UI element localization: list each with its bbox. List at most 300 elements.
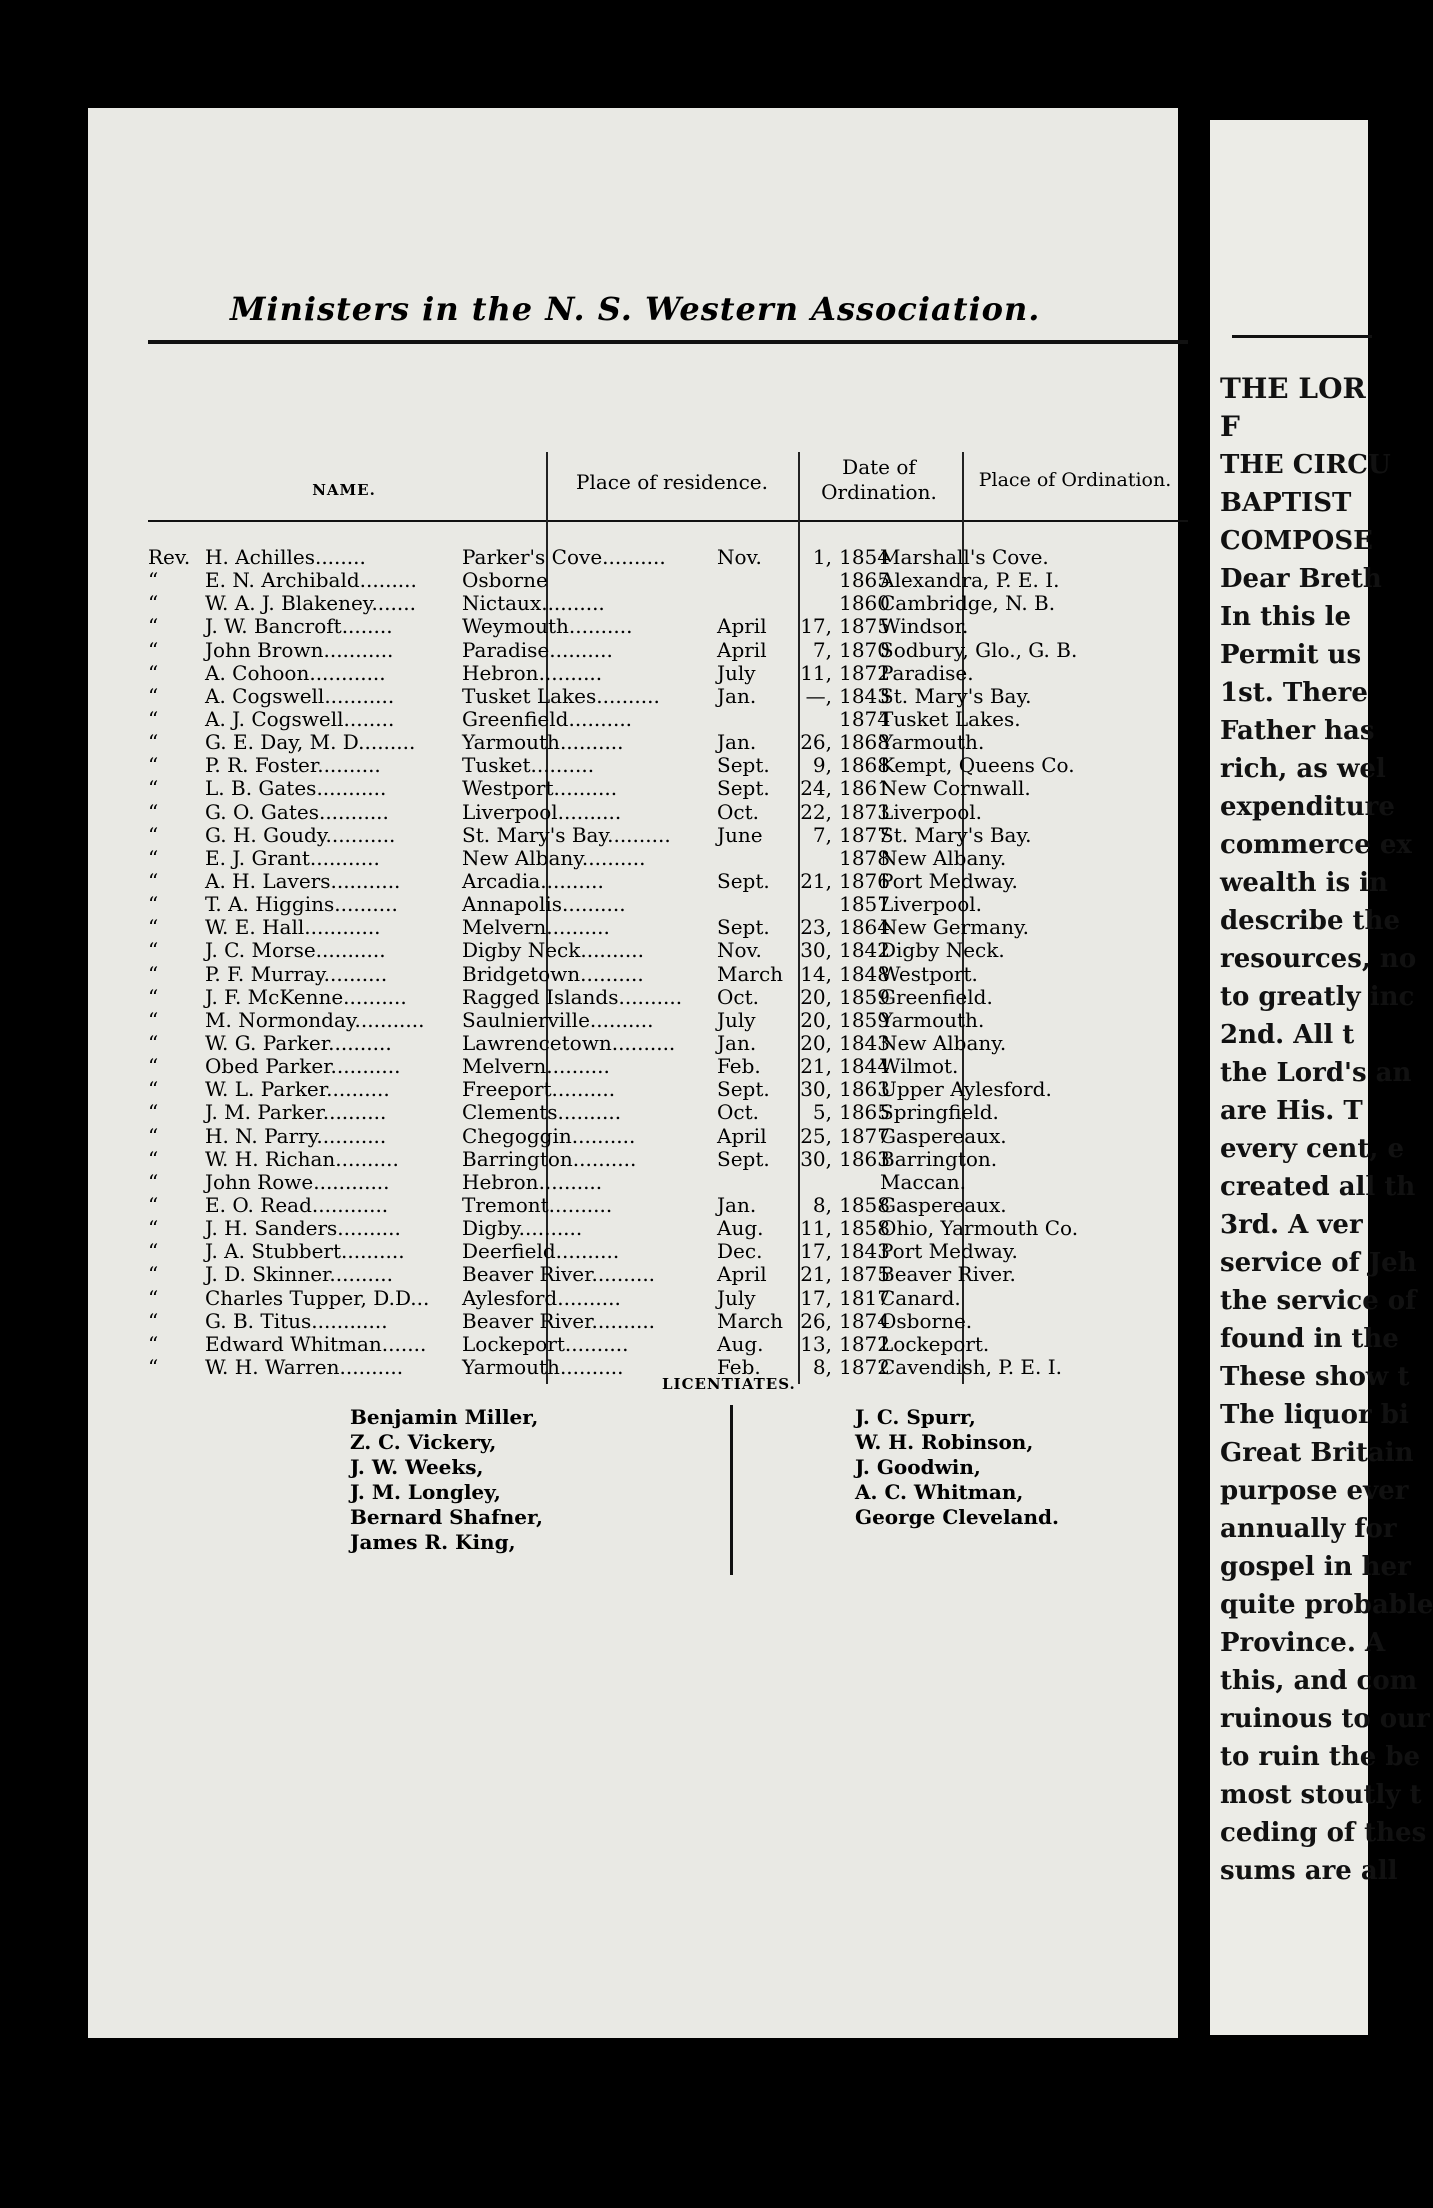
row-prefix: “ [148, 730, 159, 755]
ordination-year: 1857 [839, 892, 890, 917]
row-prefix: “ [148, 1123, 159, 1148]
ordination-month: Nov. [717, 545, 762, 569]
table-row [0, 1078, 1190, 1101]
header-ordination-place: Place of Ordination. [978, 469, 1172, 491]
ordination-year: 1868 [839, 730, 890, 755]
minister-name: G. O. Gates........... [205, 799, 389, 824]
licentiate-name: James R. King, [350, 1530, 516, 1554]
ordination-place: Upper Aylesford. [880, 1077, 1052, 1102]
ordination-day: 8, [812, 1354, 832, 1379]
licentiate-name: Bernard Shafner, [350, 1505, 544, 1529]
ordination-place: Kempt, Queens Co. [880, 753, 1075, 778]
ordination-year: 1872 [839, 1331, 890, 1356]
table-row [0, 569, 1190, 592]
table-row [0, 824, 1190, 847]
ordination-day: 20, [800, 1007, 832, 1032]
ordination-year: 1875 [839, 1262, 890, 1287]
ordination-place: Liverpool. [880, 892, 983, 917]
ordination-year: 1848 [839, 961, 890, 986]
table-row [0, 916, 1190, 939]
ordination-place: Paradise. [880, 660, 974, 685]
ordination-year: 1874 [839, 706, 890, 731]
residence: Beaver River.......... [462, 1262, 656, 1287]
ordination-month: Jan. [717, 683, 757, 708]
ordination-month: Sept. [717, 753, 770, 778]
residence: Aylesford.......... [462, 1285, 621, 1310]
adjacent-page-line: quite probable [1220, 1590, 1433, 1620]
residence: Tremont.......... [462, 1192, 613, 1217]
minister-name: W. A. J. Blakeney....... [205, 591, 416, 616]
minister-name: T. A. Higgins.......... [205, 892, 398, 917]
ordination-month: Sept. [717, 868, 770, 893]
ordination-day: 23, [800, 915, 832, 940]
adjacent-page-line: These show t [1220, 1362, 1410, 1392]
ordination-place: Ohio, Yarmouth Co. [880, 1216, 1079, 1241]
adjacent-page-line: created all th [1220, 1172, 1416, 1202]
minister-name: J. A. Stubbert.......... [205, 1239, 405, 1264]
ordination-year: 1817 [839, 1285, 890, 1310]
row-prefix: “ [148, 591, 159, 616]
minister-name: E. O. Read............ [205, 1192, 389, 1217]
ordination-day: 7, [812, 637, 832, 662]
ordination-year: 1878 [839, 845, 890, 870]
ordination-day: 11, [800, 1216, 832, 1241]
ordination-day: 5, [812, 1100, 832, 1125]
row-prefix: “ [148, 1285, 159, 1310]
adjacent-page-line: Permit us [1220, 640, 1362, 670]
table-row [0, 1240, 1190, 1263]
residence: Lockeport.......... [462, 1331, 629, 1356]
residence: Saulnierville.......... [462, 1007, 654, 1032]
ordination-year: 1873 [839, 799, 890, 824]
ordination-place: St. Mary's Bay. [880, 683, 1032, 708]
table-row [0, 731, 1190, 754]
ordination-place: Cavendish, P. E. I. [880, 1354, 1062, 1379]
residence: Nictaux.......... [462, 591, 605, 616]
residence: New Albany.......... [462, 845, 646, 870]
residence: Chegoggin.......... [462, 1123, 636, 1148]
ordination-year: 1861 [839, 776, 890, 801]
adjacent-page-line: purpose ever [1220, 1476, 1409, 1506]
ordination-place: Marshall's Cove. [880, 545, 1049, 569]
ordination-year: 1863 [839, 1146, 890, 1171]
ordination-month: Oct. [717, 799, 759, 824]
adjacent-page-line: Province. A [1220, 1628, 1386, 1658]
row-prefix: “ [148, 1262, 159, 1287]
residence: Bridgetown.......... [462, 961, 644, 986]
table-row [0, 801, 1190, 824]
ordination-year: 1860 [839, 591, 890, 616]
minister-name: W. H. Warren.......... [205, 1354, 404, 1379]
licentiate-name: J. M. Longley, [350, 1480, 501, 1504]
ordination-month: Sept. [717, 915, 770, 940]
adjacent-page-line: commerce ex [1220, 830, 1412, 860]
ordination-year: 1876 [839, 868, 890, 893]
ordination-year: 1843 [839, 683, 890, 708]
minister-name: W. H. Richan.......... [205, 1146, 399, 1171]
table-row [0, 1009, 1190, 1032]
minister-name: John Rowe............ [205, 1169, 390, 1194]
ordination-day: 30, [800, 1077, 832, 1102]
ordination-day: 30, [800, 938, 832, 963]
ordination-place: New Albany. [880, 1030, 1007, 1055]
table-row [0, 662, 1190, 685]
minister-name: J. H. Sanders.......... [205, 1216, 401, 1241]
ordination-month: Dec. [717, 1239, 763, 1264]
minister-name: P. R. Foster.......... [205, 753, 381, 778]
licentiates-divider [730, 1405, 733, 1575]
row-prefix: “ [148, 892, 159, 917]
ordination-month: April [717, 1123, 767, 1148]
table-row [0, 847, 1190, 870]
ordination-month: Oct. [717, 984, 759, 1009]
ordination-day: 8, [812, 1192, 832, 1217]
licentiate-name: W. H. Robinson, [855, 1430, 1034, 1454]
ordination-place: Canard. [880, 1285, 961, 1310]
adjacent-page-line: service of Jeh [1220, 1248, 1417, 1278]
row-prefix: “ [148, 568, 159, 593]
residence: Osborne [462, 568, 548, 593]
licentiates-right-column [855, 1405, 1059, 1530]
adjacent-page-line: 1st. There [1220, 678, 1368, 708]
residence: Melvern.......... [462, 1054, 610, 1079]
minister-name: H. N. Parry........... [205, 1123, 387, 1148]
table-row [0, 1194, 1190, 1217]
minister-name: A. Cohoon............ [205, 660, 386, 685]
ordination-place: Cambridge, N. B. [880, 591, 1056, 616]
table-row [0, 615, 1190, 638]
ordination-month: Sept. [717, 1146, 770, 1171]
header-date-line1: Date of [842, 455, 916, 479]
adjacent-page-line: The liquor bi [1220, 1400, 1409, 1430]
ordination-place: Maccan. [880, 1169, 966, 1194]
row-prefix: “ [148, 660, 159, 685]
adjacent-page-line: every cent, e [1220, 1134, 1404, 1164]
table-row [0, 639, 1190, 662]
residence: Digby.......... [462, 1216, 583, 1241]
ordination-place: Gaspereaux. [880, 1123, 1007, 1148]
ordination-year: 1859 [839, 1007, 890, 1032]
ordination-place: Springfield. [880, 1100, 999, 1125]
adjacent-page-line: ceding of thes [1220, 1818, 1427, 1848]
residence: St. Mary's Bay.......... [462, 822, 671, 847]
ordination-day: 1, [812, 545, 832, 569]
licentiate-name: George Cleveland. [855, 1505, 1059, 1529]
row-prefix: “ [148, 1354, 159, 1379]
ordination-day: 30, [800, 1146, 832, 1171]
residence: Liverpool.......... [462, 799, 622, 824]
adjacent-page-line: wealth is in [1220, 868, 1388, 898]
residence: Tusket.......... [462, 753, 595, 778]
adjacent-page-line: ruinous to our [1220, 1704, 1430, 1734]
ordination-month: Feb. [717, 1054, 761, 1079]
table-row [0, 1171, 1190, 1194]
residence: Greenfield.......... [462, 706, 633, 731]
table-row [0, 986, 1190, 1009]
residence: Paradise.......... [462, 637, 613, 662]
ordination-place: Wilmot. [880, 1054, 959, 1079]
row-prefix: “ [148, 706, 159, 731]
adjacent-page-line: 2nd. All t [1220, 1020, 1355, 1050]
ordination-year: 1875 [839, 614, 890, 639]
ordination-place: Yarmouth. [880, 730, 985, 755]
minister-name: L. B. Gates........... [205, 776, 387, 801]
table-row [0, 1263, 1190, 1286]
table-row [0, 1310, 1190, 1333]
row-prefix: “ [148, 984, 159, 1009]
adjacent-page-line: the Lord's an [1220, 1058, 1412, 1088]
ordination-day: 17, [800, 1239, 832, 1264]
ordination-place: New Albany. [880, 845, 1007, 870]
minister-name: J. W. Bancroft........ [205, 614, 393, 639]
adjacent-page-line: THE CIRCU [1220, 450, 1391, 480]
ordination-month: Jan. [717, 730, 757, 755]
residence: Arcadia.......... [462, 868, 604, 893]
adjacent-page-line: this, and com [1220, 1666, 1418, 1696]
table-row [0, 1287, 1190, 1310]
residence: Westport.......... [462, 776, 618, 801]
adjacent-page-text [1220, 370, 1433, 1890]
licentiate-name: Z. C. Vickery, [350, 1430, 497, 1454]
ordination-day: 24, [800, 776, 832, 801]
adjacent-page-line: the service of [1220, 1286, 1417, 1316]
minister-name: Charles Tupper, D.D... [205, 1285, 430, 1310]
table-row [0, 1125, 1190, 1148]
ordination-place: St. Mary's Bay. [880, 822, 1032, 847]
ordination-place: Tusket Lakes. [880, 706, 1021, 731]
ordination-day: 26, [800, 730, 832, 755]
ordination-year: 1854 [839, 545, 890, 569]
licentiates-left-column [350, 1405, 543, 1555]
adjacent-page-rule [1232, 335, 1372, 338]
ordination-day: —, [805, 683, 832, 708]
header-name: NAME. [312, 481, 376, 499]
ordination-year: 1868 [839, 753, 890, 778]
residence: Weymouth.......... [462, 614, 633, 639]
table-row [0, 546, 1190, 569]
minister-name: G. E. Day, M. D......... [205, 730, 416, 755]
minister-name: W. E. Hall............ [205, 915, 381, 940]
adjacent-page-line: BAPTIST [1220, 488, 1352, 518]
ordination-place: Greenfield. [880, 984, 993, 1009]
adjacent-page-line: Dear Breth [1220, 564, 1382, 594]
ordination-year: 1858 [839, 1216, 890, 1241]
header-residence: Place of residence. [576, 470, 768, 494]
table-row [0, 592, 1190, 615]
row-prefix: “ [148, 1007, 159, 1032]
ordination-month: Jan. [717, 1030, 757, 1055]
ordination-place: Port Medway. [880, 1239, 1018, 1264]
ordination-month: July [717, 1007, 756, 1032]
row-prefix: “ [148, 1216, 159, 1241]
minister-name: G. H. Goudy........... [205, 822, 396, 847]
ordination-place: Gaspereaux. [880, 1192, 1007, 1217]
ordination-month: April [717, 637, 767, 662]
ordination-day: 21, [800, 1054, 832, 1079]
ministers-table [0, 546, 1190, 1379]
ordination-day: 21, [800, 868, 832, 893]
ordination-month: Jan. [717, 1192, 757, 1217]
ordination-year: 1865 [839, 1100, 890, 1125]
row-prefix: “ [148, 753, 159, 778]
ordination-year: 1864 [839, 915, 890, 940]
ordination-month: July [717, 660, 756, 685]
ordination-day: 26, [800, 1308, 832, 1333]
table-row [0, 1055, 1190, 1078]
ordination-month: Aug. [717, 1331, 764, 1356]
minister-name: John Brown........... [205, 637, 394, 662]
row-prefix: “ [148, 683, 159, 708]
row-prefix: “ [148, 845, 159, 870]
adjacent-page-line: describe the [1220, 906, 1400, 936]
ordination-year: 1859 [839, 984, 890, 1009]
minister-name: J. C. Morse........... [205, 938, 386, 963]
ordination-month: April [717, 1262, 767, 1287]
ordination-place: Alexandra, P. E. I. [880, 568, 1060, 593]
minister-name: H. Achilles........ [205, 545, 366, 569]
ordination-day: 20, [800, 984, 832, 1009]
ordination-month: Feb. [717, 1354, 761, 1379]
ordination-month: July [717, 1285, 756, 1310]
ordination-place: Digby Neck. [880, 938, 1005, 963]
ordination-day: 17, [800, 614, 832, 639]
residence: Beaver River.......... [462, 1308, 656, 1333]
residence: Melvern.......... [462, 915, 610, 940]
table-row [0, 1333, 1190, 1356]
ordination-place: Westport. [880, 961, 978, 986]
row-prefix: “ [148, 1169, 159, 1194]
adjacent-page-line: annually for [1220, 1514, 1397, 1544]
minister-name: W. G. Parker.......... [205, 1030, 392, 1055]
table-row [0, 1217, 1190, 1240]
minister-name: Edward Whitman....... [205, 1331, 427, 1356]
adjacent-page-line: most stoutly t [1220, 1780, 1422, 1810]
adjacent-page-line: Great Britain [1220, 1438, 1414, 1468]
ordination-place: New Cornwall. [880, 776, 1031, 801]
adjacent-page-line: 3rd. A ver [1220, 1210, 1363, 1240]
row-prefix: “ [148, 868, 159, 893]
row-prefix: “ [148, 1054, 159, 1079]
table-row [0, 963, 1190, 986]
ordination-year: 1874 [839, 1308, 890, 1333]
licentiate-name: A. C. Whitman, [855, 1480, 1024, 1504]
residence: Barrington.......... [462, 1146, 637, 1171]
residence: Digby Neck.......... [462, 938, 644, 963]
ordination-year: 1844 [839, 1054, 890, 1079]
adjacent-page-line: In this le [1220, 602, 1352, 632]
ordination-month: March [717, 1308, 784, 1333]
ordination-year: 1843 [839, 1030, 890, 1055]
table-row [0, 685, 1190, 708]
title-rule [148, 340, 1188, 344]
licentiate-name: J. C. Spurr, [855, 1405, 976, 1429]
page-title: Ministers in the N. S. Western Association. [230, 290, 1041, 328]
ordination-month: June [717, 822, 763, 847]
minister-name: E. N. Archibald......... [205, 568, 417, 593]
row-prefix: “ [148, 1100, 159, 1125]
ordination-place: Liverpool. [880, 799, 983, 824]
ordination-place: Lockeport. [880, 1331, 990, 1356]
minister-name: G. B. Titus............ [205, 1308, 388, 1333]
row-prefix: “ [148, 637, 159, 662]
table-row [0, 777, 1190, 800]
header-rule [148, 520, 1188, 522]
residence: Ragged Islands.......... [462, 984, 683, 1009]
row-prefix: “ [148, 1239, 159, 1264]
minister-name: P. F. Murray.......... [205, 961, 388, 986]
ordination-month: March [717, 961, 784, 986]
residence: Parker's Cove.......... [462, 545, 666, 569]
ordination-day: 13, [800, 1331, 832, 1356]
row-prefix: “ [148, 799, 159, 824]
ordination-day: 22, [800, 799, 832, 824]
ordination-year: 1865 [839, 568, 890, 593]
adjacent-page-line: rich, as wel [1220, 754, 1386, 784]
ordination-day: 7, [812, 822, 832, 847]
row-prefix: “ [148, 915, 159, 940]
row-prefix: “ [148, 961, 159, 986]
ordination-year: 1842 [839, 938, 890, 963]
adjacent-page-line: are His. T [1220, 1096, 1363, 1126]
table-row [0, 1032, 1190, 1055]
ordination-day: 17, [800, 1285, 832, 1310]
adjacent-page-line: COMPOSE [1220, 526, 1373, 556]
table-row [0, 1148, 1190, 1171]
ordination-day: 21, [800, 1262, 832, 1287]
adjacent-page-line: resources, no [1220, 944, 1417, 974]
residence: Tusket Lakes.......... [462, 683, 660, 708]
ordination-year: 1858 [839, 1192, 890, 1217]
residence: Annapolis.......... [462, 892, 626, 917]
ordination-month: Sept. [717, 1077, 770, 1102]
residence: Hebron.......... [462, 1169, 603, 1194]
adjacent-page-line: to ruin the be [1220, 1742, 1421, 1772]
header-date-line2: Ordination. [821, 480, 937, 504]
minister-name: M. Normonday........... [205, 1007, 425, 1032]
ordination-place: Beaver River. [880, 1262, 1016, 1287]
ordination-month: Aug. [717, 1216, 764, 1241]
minister-name: J. D. Skinner.......... [205, 1262, 393, 1287]
residence: Hebron.......... [462, 660, 603, 685]
licentiate-name: J. W. Weeks, [350, 1455, 484, 1479]
minister-name: J. M. Parker.......... [205, 1100, 387, 1125]
licentiate-name: J. Goodwin, [855, 1455, 981, 1479]
adjacent-page-line: F [1220, 410, 1240, 443]
ordination-place: Yarmouth. [880, 1007, 985, 1032]
ordination-day: 20, [800, 1030, 832, 1055]
minister-name: A. Cogswell........... [205, 683, 395, 708]
adjacent-page-line: to greatly inc [1220, 982, 1415, 1012]
adjacent-page-line: THE LOR [1220, 372, 1366, 405]
ordination-year: 1872 [839, 1354, 890, 1379]
residence: Yarmouth.......... [462, 1354, 624, 1379]
ordination-year: 1863 [839, 1077, 890, 1102]
ordination-month: April [717, 614, 767, 639]
ordination-place: New Germany. [880, 915, 1029, 940]
table-row [0, 1101, 1190, 1124]
row-prefix: “ [148, 1308, 159, 1333]
residence: Yarmouth.......... [462, 730, 624, 755]
table-row [0, 708, 1190, 731]
row-prefix: “ [148, 1077, 159, 1102]
adjacent-page [1210, 120, 1433, 2035]
ordination-place: Windsor. [880, 614, 969, 639]
ordination-place: Barrington. [880, 1146, 998, 1171]
minister-name: W. L. Parker.......... [205, 1077, 390, 1102]
adjacent-page-line: found in the [1220, 1324, 1399, 1354]
licentiate-name: Benjamin Miller, [350, 1405, 539, 1429]
ordination-month: Nov. [717, 938, 762, 963]
